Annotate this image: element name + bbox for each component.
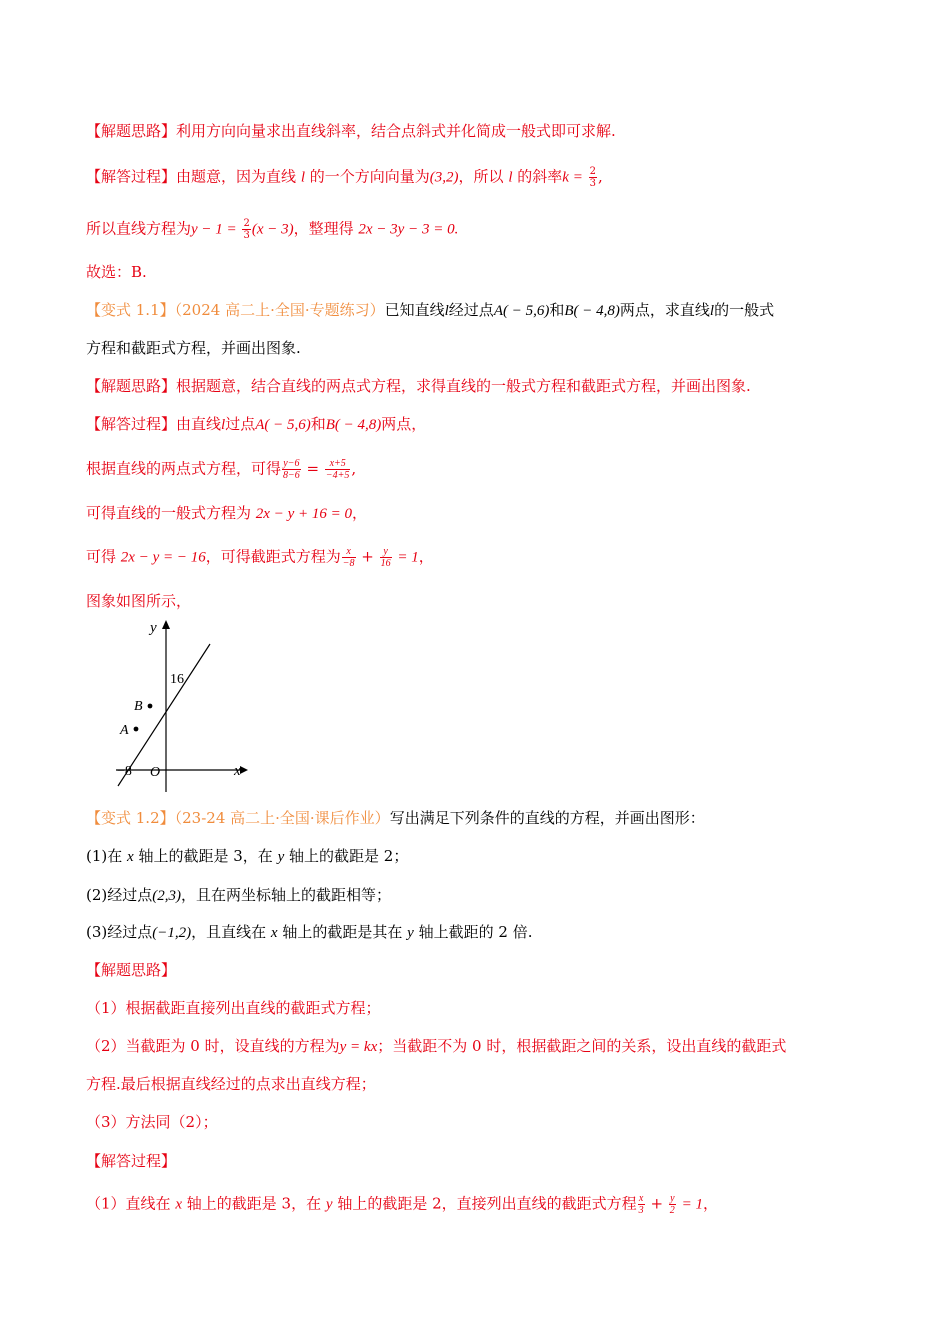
punct: ,: [597, 167, 603, 186]
text: ，且在两坐标轴上的截距相等；: [181, 886, 392, 904]
y-intercept-label: 16: [170, 672, 184, 687]
process-text: 由题意，因为直线: [176, 167, 297, 186]
plus: +: [650, 1194, 664, 1213]
text: (2)经过点: [86, 886, 153, 904]
math-expr: 2x − y = − 16: [120, 549, 206, 566]
denominator: 8−6: [283, 470, 300, 481]
math-var: x: [270, 925, 278, 941]
text: 轴上的截距是 3，在: [186, 1194, 322, 1213]
variant-source: （2024 高二上·全国·专题练习）: [174, 301, 385, 319]
thinking-step-1: （1）根据截距直接列出直线的截距式方程；: [86, 999, 381, 1017]
text: (1)在: [86, 847, 123, 865]
math-expr: y − 1 =: [191, 221, 237, 238]
numerator: 2: [243, 218, 250, 229]
text: 的一般式: [714, 301, 775, 319]
variant-1-2-line: [86, 808, 705, 828]
numerator: y: [380, 546, 392, 558]
math-var: l: [300, 169, 305, 186]
math-var: x: [175, 1196, 182, 1213]
denominator: 3: [589, 178, 596, 189]
thinking-step-2: [86, 1036, 786, 1057]
text: 和: [549, 301, 565, 319]
math-expr: 2x − y + 16 = 0: [255, 506, 352, 522]
thinking-label: 【解题思路】: [86, 122, 177, 140]
math-var: l: [508, 169, 513, 186]
x-axis-arrow: [240, 766, 248, 774]
thinking-label: 【解题思路】: [86, 377, 177, 395]
numerator: y−6: [283, 458, 300, 469]
text: 可得直线的一般式方程为: [86, 504, 252, 522]
process-text: 的一个方向向量为: [309, 167, 430, 186]
fraction: [589, 166, 597, 189]
fraction: [380, 546, 392, 569]
fraction: [342, 546, 356, 569]
point-b-label: B: [134, 699, 143, 714]
variant-tag: 【变式 1.1】: [86, 301, 175, 319]
math-expr: = 1: [397, 549, 419, 566]
numerator: y: [670, 1193, 675, 1204]
y-axis-arrow: [162, 620, 170, 629]
math-point: B( − 4,8): [564, 303, 620, 319]
y-axis-label: y: [150, 620, 157, 636]
math-vector: (3,2): [429, 169, 459, 186]
denominator: 3: [638, 1205, 644, 1216]
text: 过点: [225, 415, 256, 433]
math-expr: k =: [562, 169, 583, 186]
math-point: A( − 5,6): [255, 417, 311, 433]
denominator: 2: [669, 1205, 675, 1216]
punct: ，: [418, 547, 434, 566]
variant-1-1-line-1: [86, 300, 774, 321]
math-var: x: [127, 849, 134, 865]
text: 由直线: [176, 415, 222, 433]
fraction: [669, 1193, 676, 1216]
solution-1: [86, 1193, 718, 1216]
condition-1: [86, 846, 408, 867]
math-point: B( − 4,8): [325, 417, 382, 433]
text: 已知直线: [384, 301, 445, 319]
plus: +: [361, 547, 374, 566]
text: 所以直线方程为: [86, 219, 192, 238]
denominator: −8: [342, 558, 355, 569]
text: ；当截距不为 0 时，根据截距之间的关系，设出直线的截距式: [377, 1037, 787, 1055]
process-text: ，所以: [458, 167, 504, 186]
point-a: [134, 727, 139, 732]
text: 轴上截距的 2 倍.: [418, 923, 533, 941]
denominator: −4+5: [325, 470, 350, 481]
process-line-2: [86, 414, 426, 435]
math-expr: = 1: [681, 1196, 703, 1213]
text: 轴上的截距是 2，直接列出直线的截距式方程: [337, 1194, 637, 1213]
equals: =: [306, 459, 320, 478]
process-label-3: 【解答过程】: [86, 1152, 177, 1170]
denominator: 16: [380, 558, 391, 569]
thinking-line-2: [86, 376, 751, 396]
process-line-1: [86, 166, 603, 189]
punct: ，: [351, 504, 367, 522]
denominator: 3: [243, 230, 250, 241]
math-var: l: [444, 303, 449, 319]
text: ，整理得: [293, 219, 354, 238]
fraction: [242, 218, 250, 241]
math-expr: y = kx: [339, 1039, 378, 1055]
text: 轴上的截距是其在: [282, 923, 403, 941]
text: （1）直线在: [86, 1194, 171, 1213]
numerator: x: [638, 1193, 644, 1204]
numerator: x: [342, 546, 356, 558]
text: 轴上的截距是 3，在: [138, 847, 273, 865]
point-b: [148, 704, 153, 709]
math-var: l: [221, 417, 226, 433]
text: 经过点: [448, 301, 494, 319]
x-axis-label: x: [234, 763, 241, 779]
intercept-form-line: [86, 546, 434, 569]
text: 可得: [86, 547, 117, 566]
math-var: y: [325, 1196, 333, 1213]
fraction: [282, 458, 301, 481]
numerator: 2: [589, 166, 596, 177]
math-var: y: [277, 849, 285, 865]
two-point-line: [86, 458, 356, 481]
text: ，且直线在: [191, 923, 267, 941]
text: （2）当截距为 0 时，设直线的方程为: [86, 1037, 340, 1055]
text: 两点，求直线: [619, 301, 710, 319]
process-label: 【解答过程】: [86, 167, 177, 186]
thinking-line-1: [86, 121, 616, 141]
text: ，可得截距式方程为: [205, 547, 341, 566]
fraction: [325, 458, 351, 481]
thinking-step-3: （3）方法同（2）；: [86, 1113, 218, 1131]
origin-label: O: [150, 765, 161, 780]
thinking-text: 根据题意，结合直线的两点式方程，求得直线的一般式方程和截距式方程，并画出图象.: [176, 377, 751, 395]
math-expr: (x − 3): [251, 221, 294, 238]
text: 轴上的截距是 2；: [289, 847, 409, 865]
thinking-step-2b: 方程.最后根据直线经过的点求出直线方程；: [86, 1075, 376, 1093]
text: 写出满足下列条件的直线的方程，并画出图形：: [389, 809, 705, 827]
numerator: x+5: [325, 458, 351, 470]
text: 两点，: [381, 415, 427, 433]
text: 和: [310, 415, 326, 433]
thinking-text: 利用方向向量求出直线斜率，结合点斜式并化简成一般式即可求解.: [176, 122, 616, 140]
variant-source: （23-24 高二上·全国·课后作业）: [174, 809, 390, 827]
condition-2: [86, 885, 391, 906]
condition-3: [86, 922, 532, 943]
thinking-label-3: 【解题思路】: [86, 961, 177, 979]
math-var: y: [407, 925, 414, 941]
punct: ，: [702, 1194, 718, 1213]
answer-line: 故选：B.: [86, 263, 147, 281]
variant-tag: 【变式 1.2】: [86, 809, 175, 827]
line-graph: [112, 616, 252, 796]
math-expr: 2x − 3y − 3 = 0.: [358, 221, 459, 238]
x-intercept-label: −8: [117, 764, 132, 779]
math-point: (2,3): [152, 888, 181, 904]
variant-1-1-line-2: 方程和截距式方程，并画出图象.: [86, 339, 301, 357]
text: 根据直线的两点式方程，可得: [86, 459, 282, 478]
text: (3)经过点: [86, 923, 153, 941]
process-text: 的斜率: [517, 167, 563, 186]
math-point: A( − 5,6): [493, 303, 550, 319]
process-label: 【解答过程】: [86, 415, 177, 433]
point-a-label: A: [120, 723, 129, 738]
math-var: l: [709, 303, 715, 319]
line-equation-1: [86, 218, 458, 241]
math-point: (−1,2): [152, 925, 192, 941]
general-form-line: [86, 503, 367, 524]
figure-caption: 图象如图所示，: [86, 592, 192, 610]
punct: ,: [351, 459, 357, 478]
fraction: [638, 1193, 645, 1216]
